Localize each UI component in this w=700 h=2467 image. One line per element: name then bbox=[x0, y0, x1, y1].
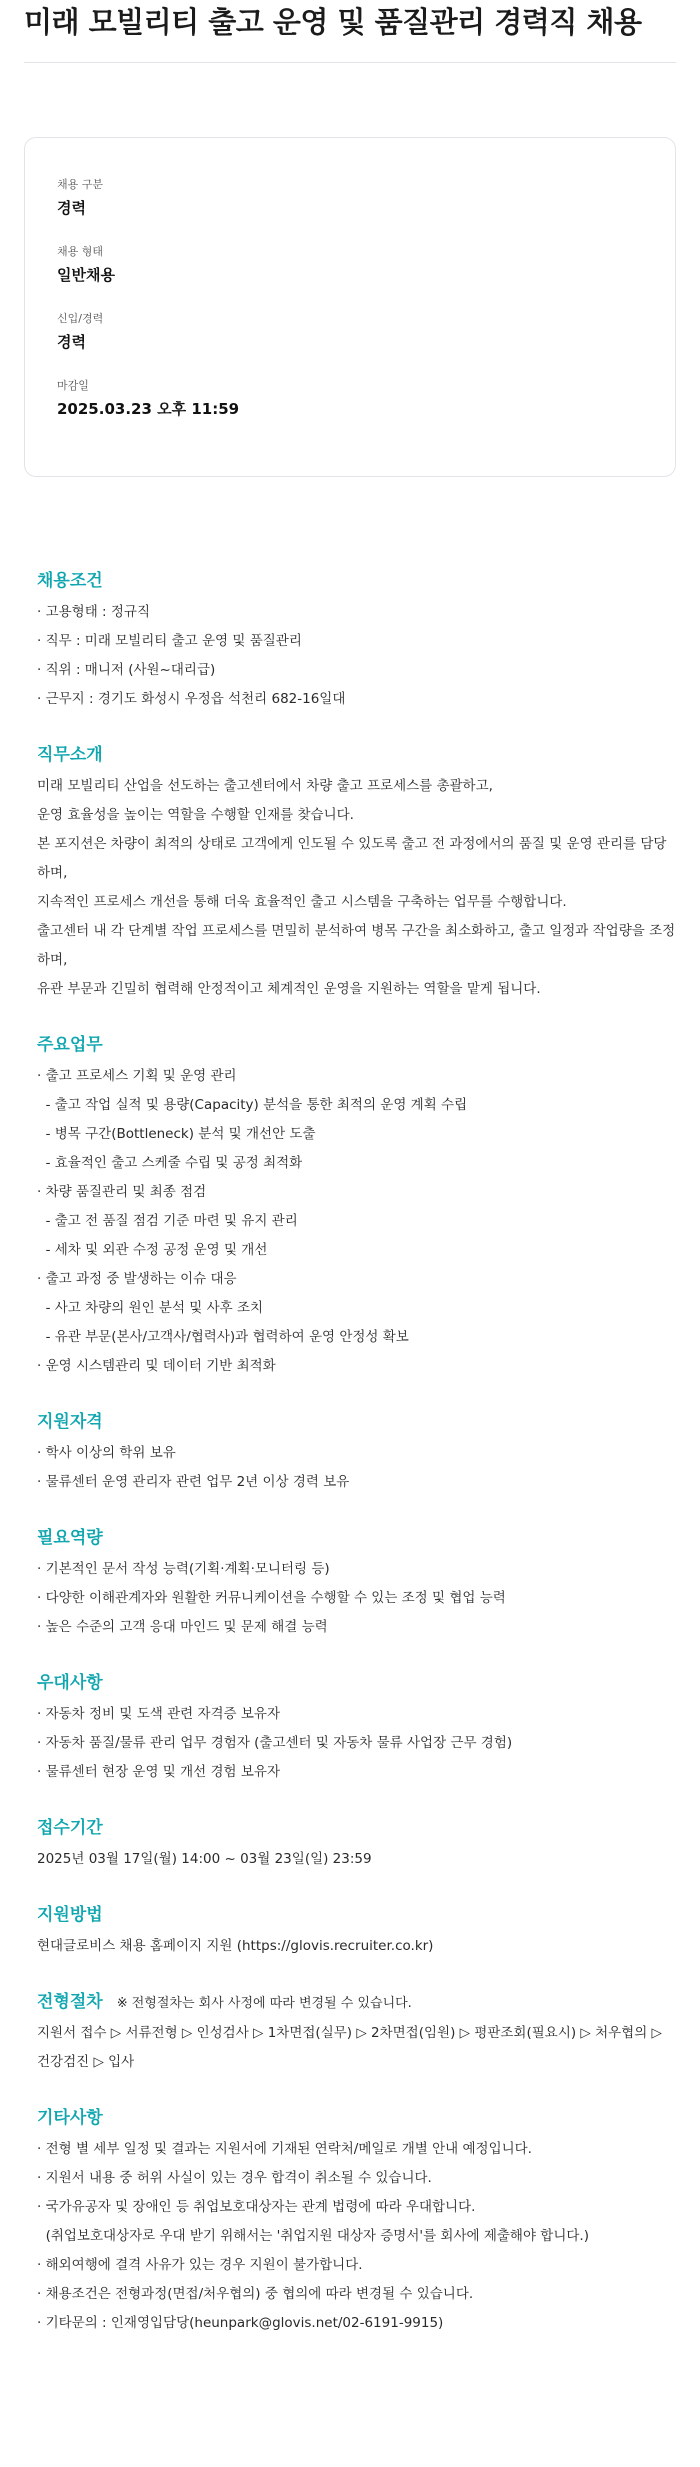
list-item: - 세차 및 외관 수정 공정 운영 및 개선 bbox=[37, 1242, 268, 1259]
list-item: · 높은 수준의 고객 응대 마인드 및 문제 해결 능력 bbox=[37, 1619, 328, 1636]
section-title: 필요역량 bbox=[37, 1528, 103, 1549]
list-item: · 근무지 : 경기도 화성시 우정읍 석천리 682-16일대 bbox=[37, 691, 346, 708]
page-title: 미래 모빌리티 출고 운영 및 품질관리 경력직 채용 bbox=[24, 5, 642, 39]
list-item: · 국가유공자 및 장애인 등 취업보호대상자는 관계 법령에 따라 우대합니다. bbox=[37, 2199, 476, 2216]
list-item: - 효율적인 출고 스케줄 수립 및 공정 최적화 bbox=[37, 1155, 303, 1172]
summary-label: 마감일 bbox=[57, 379, 89, 393]
list-item: · 자동차 정비 및 도색 관련 자격증 보유자 bbox=[37, 1706, 280, 1723]
list-item: · 기본적인 문서 작성 능력(기획·계획·모니터링 등) bbox=[37, 1561, 330, 1578]
section-duties bbox=[37, 1033, 676, 1381]
job-description bbox=[24, 569, 676, 2338]
title-divider bbox=[24, 62, 676, 63]
section-title: 접수기간 bbox=[37, 1818, 103, 1839]
list-item: · 직무 : 미래 모빌리티 출고 운영 및 품질관리 bbox=[37, 633, 302, 650]
paragraph-line: 본 포지션은 차량이 최적의 상태로 고객에게 인도될 수 있도록 출고 전 과정에서의 품질 및 운영 관리를 담당하며, bbox=[37, 836, 667, 882]
section-title: 우대사항 bbox=[37, 1673, 103, 1694]
section-conditions bbox=[37, 569, 676, 714]
summary-value: 2025.03.23 오후 11:59 bbox=[57, 400, 240, 419]
section-qualifications bbox=[37, 1410, 676, 1497]
section-title: 지원자격 bbox=[37, 1412, 103, 1433]
list-item: · 학사 이상의 학위 보유 bbox=[37, 1445, 176, 1462]
section-etc bbox=[37, 2106, 676, 2338]
section-title: 채용조건 bbox=[37, 571, 103, 592]
summary-label: 채용 형태 bbox=[57, 245, 104, 259]
list-item: · 자동차 품질/물류 관리 업무 경험자 (출고센터 및 자동차 물류 사업장 근무 경험) bbox=[37, 1735, 513, 1752]
list-item: - 병목 구간(Bottleneck) 분석 및 개선안 도출 bbox=[37, 1126, 316, 1143]
summary-label: 신입/경력 bbox=[57, 312, 104, 326]
section-title: 지원방법 bbox=[37, 1905, 103, 1926]
list-item: (취업보호대상자로 우대 받기 위해서는 '취업지원 대상자 증명서'를 회사에 제출해야 합니다.) bbox=[37, 2228, 589, 2245]
section-method bbox=[37, 1903, 676, 1961]
section-title: 전형절차 bbox=[37, 1992, 103, 2013]
list-item: - 출고 작업 실적 및 용량(Capacity) 분석을 통한 최적의 운영 계획 수립 bbox=[37, 1097, 468, 1114]
summary-item-deadline bbox=[57, 378, 643, 420]
list-item: · 직위 : 매니저 (사원~대리급) bbox=[37, 662, 216, 679]
paragraph-line: 유관 부문과 긴밀히 협력해 안정적이고 체계적인 운영을 지원하는 역할을 맡게 됩니다. bbox=[37, 981, 541, 998]
summary-label: 채용 구분 bbox=[57, 178, 104, 192]
list-item: · 차량 품질관리 및 최종 점검 bbox=[37, 1184, 207, 1201]
summary-item-career bbox=[57, 311, 643, 353]
list-item: · 물류센터 운영 관리자 관련 업무 2년 이상 경력 보유 bbox=[37, 1474, 350, 1491]
section-preferred bbox=[37, 1671, 676, 1787]
section-intro bbox=[37, 743, 676, 1004]
list-item: · 출고 프로세스 기획 및 운영 관리 bbox=[37, 1068, 237, 1085]
list-item: - 출고 전 품질 점검 기준 마련 및 유지 관리 bbox=[37, 1213, 298, 1230]
list-item: · 지원서 내용 중 허위 사실이 있는 경우 합격이 취소될 수 있습니다. bbox=[37, 2170, 432, 2187]
section-title: 주요업무 bbox=[37, 1035, 103, 1056]
section-title: 직무소개 bbox=[37, 745, 103, 766]
process-steps: 지원서 접수 ▷ 서류전형 ▷ 인성검사 ▷ 1차면접(실무) ▷ 2차면접(임원) ▷ 평판조회(필요시) ▷ 처우협의 ▷ 건강검진 ▷ 입사 bbox=[37, 2025, 662, 2071]
summary-value: 경력 bbox=[57, 333, 86, 352]
list-item: - 유관 부문(본사/고객사/협력사)과 협력하여 운영 안정성 확보 bbox=[37, 1329, 409, 1346]
list-item: · 다양한 이해관계자와 원활한 커뮤니케이션을 수행할 수 있는 조정 및 협업 능력 bbox=[37, 1590, 506, 1607]
process-note: ※ 전형절차는 회사 사정에 따라 변경될 수 있습니다. bbox=[116, 1996, 412, 2012]
section-process bbox=[37, 1990, 676, 2077]
section-period bbox=[37, 1816, 676, 1874]
paragraph-line: 출고센터 내 각 단계별 작업 프로세스를 면밀히 분석하여 병목 구간을 최소화하고, 출고 일정과 작업량을 조정하며, bbox=[37, 923, 676, 969]
list-item: · 전형 별 세부 일정 및 결과는 지원서에 기재된 연락처/메일로 개별 안내 예정입니다. bbox=[37, 2141, 532, 2158]
summary-item-employment-type bbox=[57, 244, 643, 286]
summary-card bbox=[24, 137, 676, 477]
list-item: · 해외여행에 결격 사유가 있는 경우 지원이 불가합니다. bbox=[37, 2257, 363, 2274]
list-item: · 물류센터 현장 운영 및 개선 경험 보유자 bbox=[37, 1764, 280, 1781]
list-item: · 채용조건은 전형과정(면접/처우협의) 중 협의에 따라 변경될 수 있습니다. bbox=[37, 2286, 474, 2303]
summary-value: 경력 bbox=[57, 199, 86, 218]
list-item: - 사고 차량의 원인 분석 및 사후 조치 bbox=[37, 1300, 264, 1317]
method-text: 현대글로비스 채용 홈페이지 지원 (https://glovis.recruiter.co.kr) bbox=[37, 1938, 434, 1955]
list-item: · 기타문의 : 인재영입담당(heunpark@glovis.net/02-6191-9915) bbox=[37, 2315, 444, 2332]
paragraph-line: 지속적인 프로세스 개선을 통해 더욱 효율적인 출고 시스템을 구축하는 업무를 수행합니다. bbox=[37, 894, 567, 911]
section-competencies bbox=[37, 1526, 676, 1642]
paragraph-line: 미래 모빌리티 산업을 선도하는 출고센터에서 차량 출고 프로세스를 총괄하고, bbox=[37, 778, 493, 795]
list-item: · 운영 시스템관리 및 데이터 기반 최적화 bbox=[37, 1358, 276, 1375]
summary-value: 일반채용 bbox=[57, 266, 115, 285]
section-title: 기타사항 bbox=[37, 2108, 103, 2129]
list-item: · 출고 과정 중 발생하는 이슈 대응 bbox=[37, 1271, 237, 1288]
period-text: 2025년 03월 17일(월) 14:00 ~ 03월 23일(일) 23:59 bbox=[37, 1851, 372, 1868]
paragraph-line: 운영 효율성을 높이는 역할을 수행할 인재를 찾습니다. bbox=[37, 807, 354, 824]
list-item: · 고용형태 : 정규직 bbox=[37, 604, 151, 621]
summary-item-recruit-type bbox=[57, 177, 643, 219]
